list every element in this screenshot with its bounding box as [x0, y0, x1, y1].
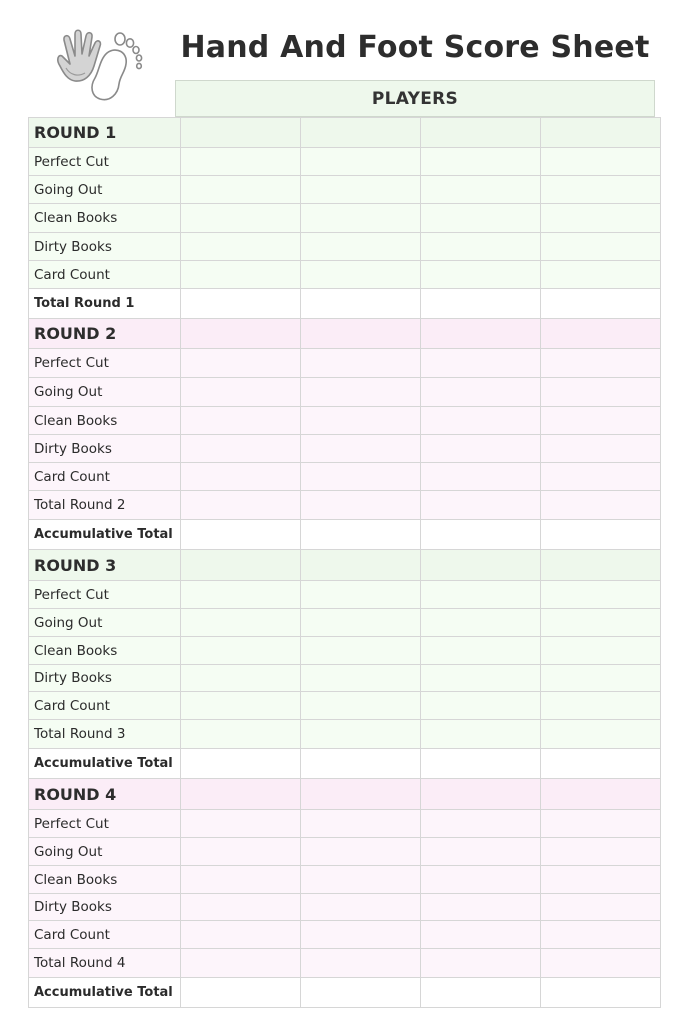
score-cell[interactable] [301, 407, 421, 435]
score-cell[interactable] [301, 609, 421, 637]
row-label: Clean Books [29, 637, 181, 665]
score-cell[interactable] [181, 378, 301, 407]
row-label: Card Count [29, 261, 181, 289]
score-cell[interactable] [541, 866, 661, 894]
score-cell[interactable] [181, 435, 301, 463]
score-cell[interactable] [541, 609, 661, 637]
score-cell[interactable] [421, 720, 541, 749]
score-cell[interactable] [421, 319, 541, 349]
hand-icon [58, 30, 101, 81]
score-cell[interactable] [301, 491, 421, 520]
score-cell[interactable] [301, 319, 421, 349]
score-cell[interactable] [421, 581, 541, 609]
score-cell[interactable] [421, 609, 541, 637]
score-cell[interactable] [541, 261, 661, 289]
score-cell[interactable] [541, 349, 661, 378]
score-cell[interactable] [541, 407, 661, 435]
score-cell[interactable] [421, 810, 541, 838]
score-cell[interactable] [301, 720, 421, 749]
row-label: Dirty Books [29, 233, 181, 261]
score-cell[interactable] [541, 637, 661, 665]
score-cell[interactable] [421, 921, 541, 949]
score-cell[interactable] [541, 435, 661, 463]
score-cell[interactable] [181, 866, 301, 894]
score-cell[interactable] [421, 118, 541, 148]
score-cell[interactable] [541, 289, 661, 319]
score-cell[interactable] [541, 949, 661, 978]
score-row [29, 463, 661, 491]
score-cell[interactable] [181, 810, 301, 838]
score-row [29, 349, 661, 378]
players-header: PLAYERS [175, 80, 655, 117]
score-cell[interactable] [181, 319, 301, 349]
score-cell[interactable] [541, 118, 661, 148]
score-cell[interactable] [181, 289, 301, 319]
score-cell[interactable] [301, 921, 421, 949]
row-label: Card Count [29, 921, 181, 949]
score-cell[interactable] [421, 289, 541, 319]
score-row [29, 810, 661, 838]
score-cell[interactable] [181, 118, 301, 148]
row-label: Dirty Books [29, 435, 181, 463]
score-row [29, 692, 661, 720]
score-cell[interactable] [301, 779, 421, 810]
round-label: ROUND 4 [29, 779, 181, 810]
page-title: Hand And Foot Score Sheet [180, 30, 650, 65]
score-row [29, 720, 661, 749]
score-cell[interactable] [181, 921, 301, 949]
score-cell[interactable] [421, 349, 541, 378]
score-cell[interactable] [541, 749, 661, 779]
score-cell[interactable] [301, 520, 421, 550]
score-cell[interactable] [541, 550, 661, 581]
score-cell[interactable] [541, 520, 661, 550]
row-label: Total Round 2 [29, 491, 181, 520]
score-cell[interactable] [181, 261, 301, 289]
score-cell[interactable] [301, 233, 421, 261]
score-cell[interactable] [301, 148, 421, 176]
score-cell[interactable] [421, 665, 541, 692]
score-cell[interactable] [181, 692, 301, 720]
score-cell[interactable] [421, 233, 541, 261]
score-cell[interactable] [541, 810, 661, 838]
score-cell[interactable] [181, 176, 301, 204]
row-label: Total Round 1 [29, 289, 181, 319]
score-cell[interactable] [301, 665, 421, 692]
score-cell[interactable] [181, 233, 301, 261]
score-cell[interactable] [421, 692, 541, 720]
score-cell[interactable] [541, 491, 661, 520]
round-header-row [29, 550, 661, 581]
score-cell[interactable] [301, 378, 421, 407]
row-label: Dirty Books [29, 894, 181, 921]
score-cell[interactable] [541, 720, 661, 749]
score-table [28, 117, 655, 1008]
score-cell[interactable] [301, 978, 421, 1008]
score-row [29, 637, 661, 665]
score-cell[interactable] [541, 581, 661, 609]
round-label: ROUND 1 [29, 118, 181, 148]
score-cell[interactable] [421, 894, 541, 921]
score-cell[interactable] [301, 692, 421, 720]
row-label: Clean Books [29, 407, 181, 435]
score-cell[interactable] [181, 978, 301, 1008]
score-cell[interactable] [181, 491, 301, 520]
score-cell[interactable] [181, 779, 301, 810]
score-cell[interactable] [541, 978, 661, 1008]
score-cell[interactable] [421, 407, 541, 435]
score-cell[interactable] [181, 349, 301, 378]
score-row [29, 949, 661, 978]
score-cell[interactable] [301, 838, 421, 866]
score-cell[interactable] [181, 520, 301, 550]
row-label: Accumulative Total [29, 520, 181, 550]
score-cell[interactable] [301, 463, 421, 491]
score-cell[interactable] [421, 261, 541, 289]
score-cell[interactable] [301, 894, 421, 921]
row-label: Perfect Cut [29, 581, 181, 609]
row-label: Perfect Cut [29, 148, 181, 176]
round-label: ROUND 3 [29, 550, 181, 581]
score-cell[interactable] [181, 749, 301, 779]
score-cell[interactable] [301, 204, 421, 233]
score-cell[interactable] [181, 148, 301, 176]
score-cell[interactable] [301, 949, 421, 978]
score-cell[interactable] [181, 949, 301, 978]
score-cell[interactable] [301, 810, 421, 838]
score-cell[interactable] [181, 838, 301, 866]
score-cell[interactable] [541, 233, 661, 261]
score-cell[interactable] [421, 378, 541, 407]
score-cell[interactable] [421, 637, 541, 665]
score-cell[interactable] [541, 378, 661, 407]
score-cell[interactable] [301, 118, 421, 148]
score-cell[interactable] [421, 838, 541, 866]
score-cell[interactable] [421, 550, 541, 581]
score-cell[interactable] [301, 289, 421, 319]
score-cell[interactable] [421, 204, 541, 233]
round-label: ROUND 2 [29, 319, 181, 349]
score-cell[interactable] [181, 720, 301, 749]
score-cell[interactable] [541, 894, 661, 921]
score-cell[interactable] [181, 204, 301, 233]
score-cell[interactable] [421, 749, 541, 779]
score-row [29, 520, 661, 550]
score-cell[interactable] [301, 581, 421, 609]
score-row [29, 978, 661, 1008]
row-label: Going Out [29, 378, 181, 407]
score-cell[interactable] [421, 520, 541, 550]
row-label: Card Count [29, 463, 181, 491]
hand-and-foot-logo [50, 26, 146, 104]
score-row [29, 894, 661, 921]
score-cell[interactable] [301, 261, 421, 289]
score-cell[interactable] [421, 949, 541, 978]
row-label: Clean Books [29, 866, 181, 894]
score-cell[interactable] [181, 637, 301, 665]
score-cell[interactable] [301, 176, 421, 204]
score-row [29, 204, 661, 233]
score-cell[interactable] [541, 665, 661, 692]
score-cell[interactable] [181, 894, 301, 921]
score-cell[interactable] [421, 148, 541, 176]
score-cell[interactable] [541, 692, 661, 720]
score-cell[interactable] [301, 637, 421, 665]
row-label: Clean Books [29, 204, 181, 233]
score-cell[interactable] [541, 779, 661, 810]
round-header-row [29, 319, 661, 349]
score-row [29, 435, 661, 463]
row-label: Perfect Cut [29, 349, 181, 378]
row-label: Going Out [29, 176, 181, 204]
score-row [29, 581, 661, 609]
score-cell[interactable] [421, 978, 541, 1008]
score-cell[interactable] [541, 176, 661, 204]
score-row [29, 289, 661, 319]
score-row [29, 866, 661, 894]
score-cell[interactable] [421, 779, 541, 810]
score-cell[interactable] [541, 921, 661, 949]
score-row [29, 407, 661, 435]
score-row [29, 921, 661, 949]
score-row [29, 491, 661, 520]
row-label: Total Round 3 [29, 720, 181, 749]
score-cell[interactable] [301, 866, 421, 894]
score-cell[interactable] [541, 204, 661, 233]
score-row [29, 749, 661, 779]
score-cell[interactable] [421, 435, 541, 463]
score-cell[interactable] [181, 581, 301, 609]
score-cell[interactable] [181, 463, 301, 491]
row-label: Accumulative Total [29, 749, 181, 779]
round-header-row [29, 118, 661, 148]
row-label: Going Out [29, 609, 181, 637]
score-row [29, 261, 661, 289]
score-row [29, 378, 661, 407]
score-cell[interactable] [541, 838, 661, 866]
row-label: Going Out [29, 838, 181, 866]
score-cell[interactable] [421, 463, 541, 491]
score-cell[interactable] [421, 491, 541, 520]
score-row [29, 148, 661, 176]
score-row [29, 838, 661, 866]
score-row [29, 233, 661, 261]
row-label: Total Round 4 [29, 949, 181, 978]
row-label: Perfect Cut [29, 810, 181, 838]
score-cell[interactable] [541, 148, 661, 176]
score-cell[interactable] [421, 866, 541, 894]
score-cell[interactable] [541, 319, 661, 349]
score-cell[interactable] [181, 550, 301, 581]
score-cell[interactable] [181, 407, 301, 435]
round-header-row [29, 779, 661, 810]
score-cell[interactable] [181, 665, 301, 692]
row-label: Accumulative Total [29, 978, 181, 1008]
score-row [29, 609, 661, 637]
score-cell[interactable] [301, 749, 421, 779]
row-label: Card Count [29, 692, 181, 720]
score-cell[interactable] [301, 349, 421, 378]
score-row [29, 176, 661, 204]
row-label: Dirty Books [29, 665, 181, 692]
score-cell[interactable] [301, 435, 421, 463]
score-cell[interactable] [301, 550, 421, 581]
score-cell[interactable] [421, 176, 541, 204]
score-cell[interactable] [181, 609, 301, 637]
score-cell[interactable] [541, 463, 661, 491]
score-row [29, 665, 661, 692]
